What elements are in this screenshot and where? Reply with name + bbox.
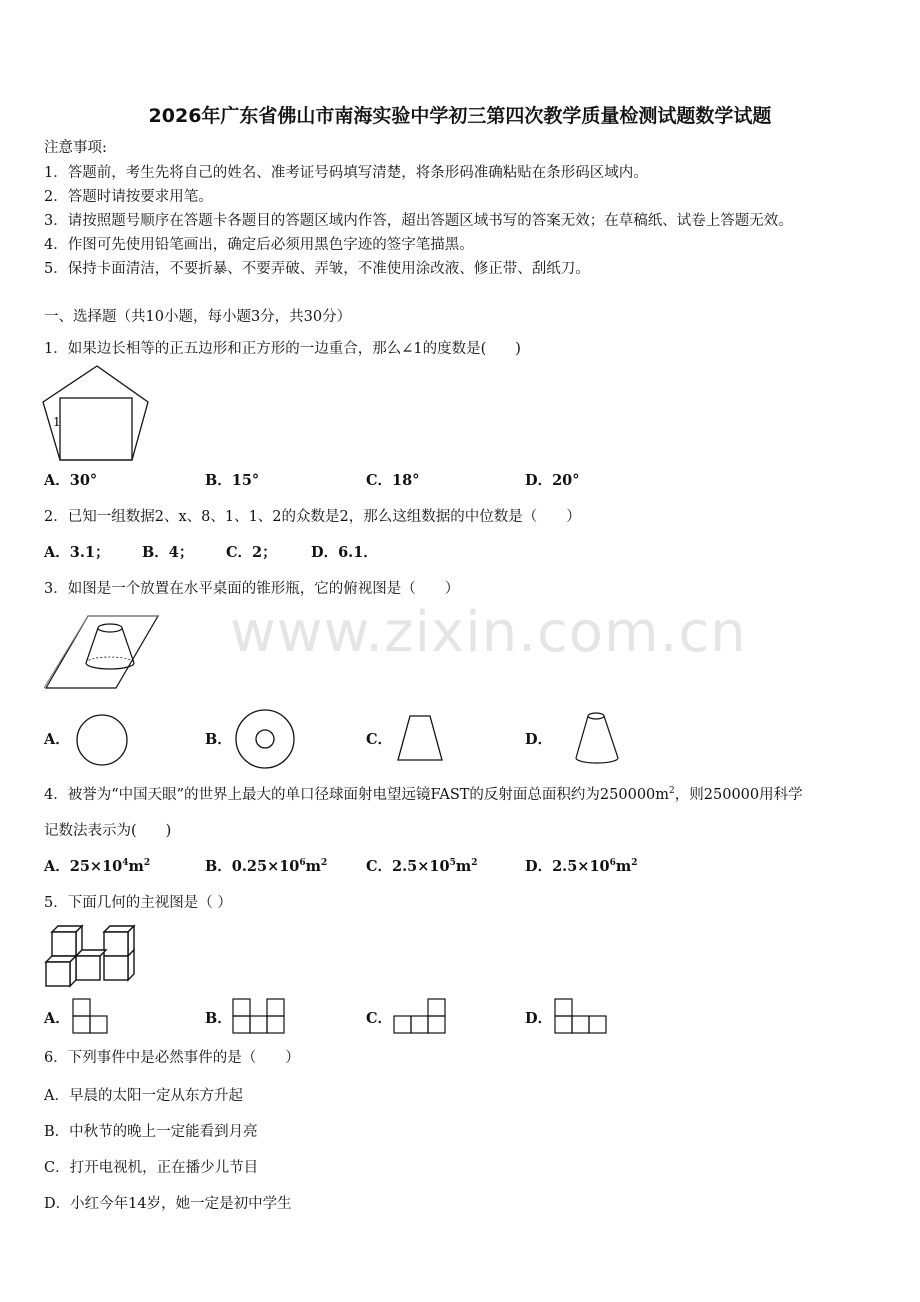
option-c-trapezoid-figure — [394, 714, 446, 764]
option-c-view-figure — [393, 998, 451, 1036]
q3-option-d: D． — [525, 731, 553, 748]
q1-option-c: C．18° — [366, 472, 420, 489]
q3-option-a: A． — [44, 731, 70, 748]
q2-option-b: B．4； — [142, 544, 194, 561]
q4-a-unit: m — [128, 858, 144, 875]
q4-b-exp: 6 — [299, 858, 306, 869]
option-b-ring-figure — [232, 708, 298, 772]
q1-option-a: A．30° — [44, 472, 98, 489]
q4-a-base: A．25×10 — [44, 858, 123, 875]
q4-option-c — [366, 858, 477, 876]
q4-c-base: C．2.5×10 — [366, 858, 450, 875]
question-3-stem: 3．如图是一个放置在水平桌面的锥形瓶，它的俯视图是（ ） — [44, 581, 460, 597]
question-5-stem: 5．下面几何的主视图是（ ） — [44, 895, 232, 911]
notice-item: 4．作图可先使用铅笔画出，确定后必须用黑色字迹的签字笔描黑。 — [44, 237, 474, 253]
notice-item: 3．请按照题号顺序在答题卡各题目的答题区域内作答，超出答题区域书写的答案无效；在草稿纸、试卷上答题无效。 — [44, 213, 793, 229]
question-2-stem: 2．已知一组数据2、x、8、1、1、2的众数是2，那么这组数据的中位数是（ ） — [44, 509, 581, 525]
option-b-view-figure — [232, 998, 290, 1036]
q4-option-a — [44, 858, 150, 876]
question-4-stem-line2: 记数法表示为( ) — [44, 823, 172, 839]
watermark: www.zixin.com.cn — [230, 600, 747, 665]
q2-option-d: D．6.1． — [311, 544, 378, 561]
q4-c-exp: 5 — [449, 858, 456, 869]
q4-a-unit-exp: 2 — [143, 858, 151, 869]
q4-option-d — [525, 858, 638, 876]
q4-stem-part-a: 4．被誉为“中国天眼”的世界上最大的单口径球面射电望远镜FAST的反射面总面积约为250000m — [44, 787, 670, 803]
q4-d-exp: 6 — [609, 858, 616, 869]
option-d-cone-figure — [570, 708, 626, 768]
q4-c-unit: m — [455, 858, 472, 875]
notice-item: 2．答题时请按要求用笔。 — [44, 189, 213, 205]
q6-option-d: D．小红今年14岁，她一定是初中学生 — [44, 1196, 292, 1212]
q4-option-b — [205, 858, 327, 876]
q4-c-unit-exp: 2 — [471, 858, 478, 869]
q4-stem-sup: 2 — [669, 786, 675, 797]
q5-option-c: C． — [366, 1010, 393, 1027]
q6-option-a: A．早晨的太阳一定从东方升起 — [44, 1088, 243, 1104]
q3-option-c: C． — [366, 731, 393, 748]
q1-option-d: D．20° — [525, 472, 580, 489]
notice-item: 1．答题前，考生先将自己的姓名、准考证号码填写清楚，将条形码准确粘贴在条形码区域内。 — [44, 165, 648, 181]
question-1-stem: 1．如果边长相等的正五边形和正方形的一边重合，那么∠1的度数是( ) — [44, 341, 521, 357]
notice-heading: 注意事项: — [44, 140, 107, 156]
q4-b-unit-exp: 2 — [321, 858, 328, 869]
q6-option-c: C．打开电视机，正在播少儿节目 — [44, 1160, 259, 1176]
q6-option-b: B．中秋节的晚上一定能看到月亮 — [44, 1124, 258, 1140]
option-a-circle-figure — [74, 712, 130, 768]
q3-option-b: B． — [205, 731, 232, 748]
question-4-stem — [44, 786, 803, 804]
q4-stem-part-b: ，则250000用科学 — [674, 787, 803, 803]
page-title: 2026年广东省佛山市南海实验中学初三第四次教学质量检测试题数学试题 — [148, 105, 772, 127]
q5-option-d: D． — [525, 1010, 553, 1027]
q5-option-a: A． — [44, 1010, 70, 1027]
conical-flask-figure — [44, 616, 160, 694]
pentagon-square-figure — [40, 364, 152, 464]
q2-option-a: A．3.1； — [44, 544, 110, 561]
notice-item: 5．保持卡面清洁，不要折暴、不要弄破、弄皱，不准使用涂改液、修正带、刮纸刀。 — [44, 261, 590, 277]
question-6-stem: 6．下列事件中是必然事件的是（ ） — [44, 1050, 300, 1066]
q4-d-unit: m — [615, 858, 632, 875]
q5-option-b: B． — [205, 1010, 232, 1027]
q4-b-base: B．0.25×10 — [205, 858, 300, 875]
q4-b-unit: m — [305, 858, 322, 875]
q4-d-base: D．2.5×10 — [525, 858, 610, 875]
angle-label: 1 — [53, 415, 61, 429]
cube-stack-figure — [44, 924, 138, 990]
q4-a-exp: 4 — [122, 858, 129, 869]
option-d-view-figure — [554, 998, 612, 1036]
option-a-view-figure — [72, 998, 112, 1036]
q1-option-b: B．15° — [205, 472, 260, 489]
section-heading: 一、选择题（共10小题，每小题3分，共30分） — [44, 309, 352, 325]
q4-d-unit-exp: 2 — [631, 858, 638, 869]
q2-option-c: C．2； — [226, 544, 277, 561]
